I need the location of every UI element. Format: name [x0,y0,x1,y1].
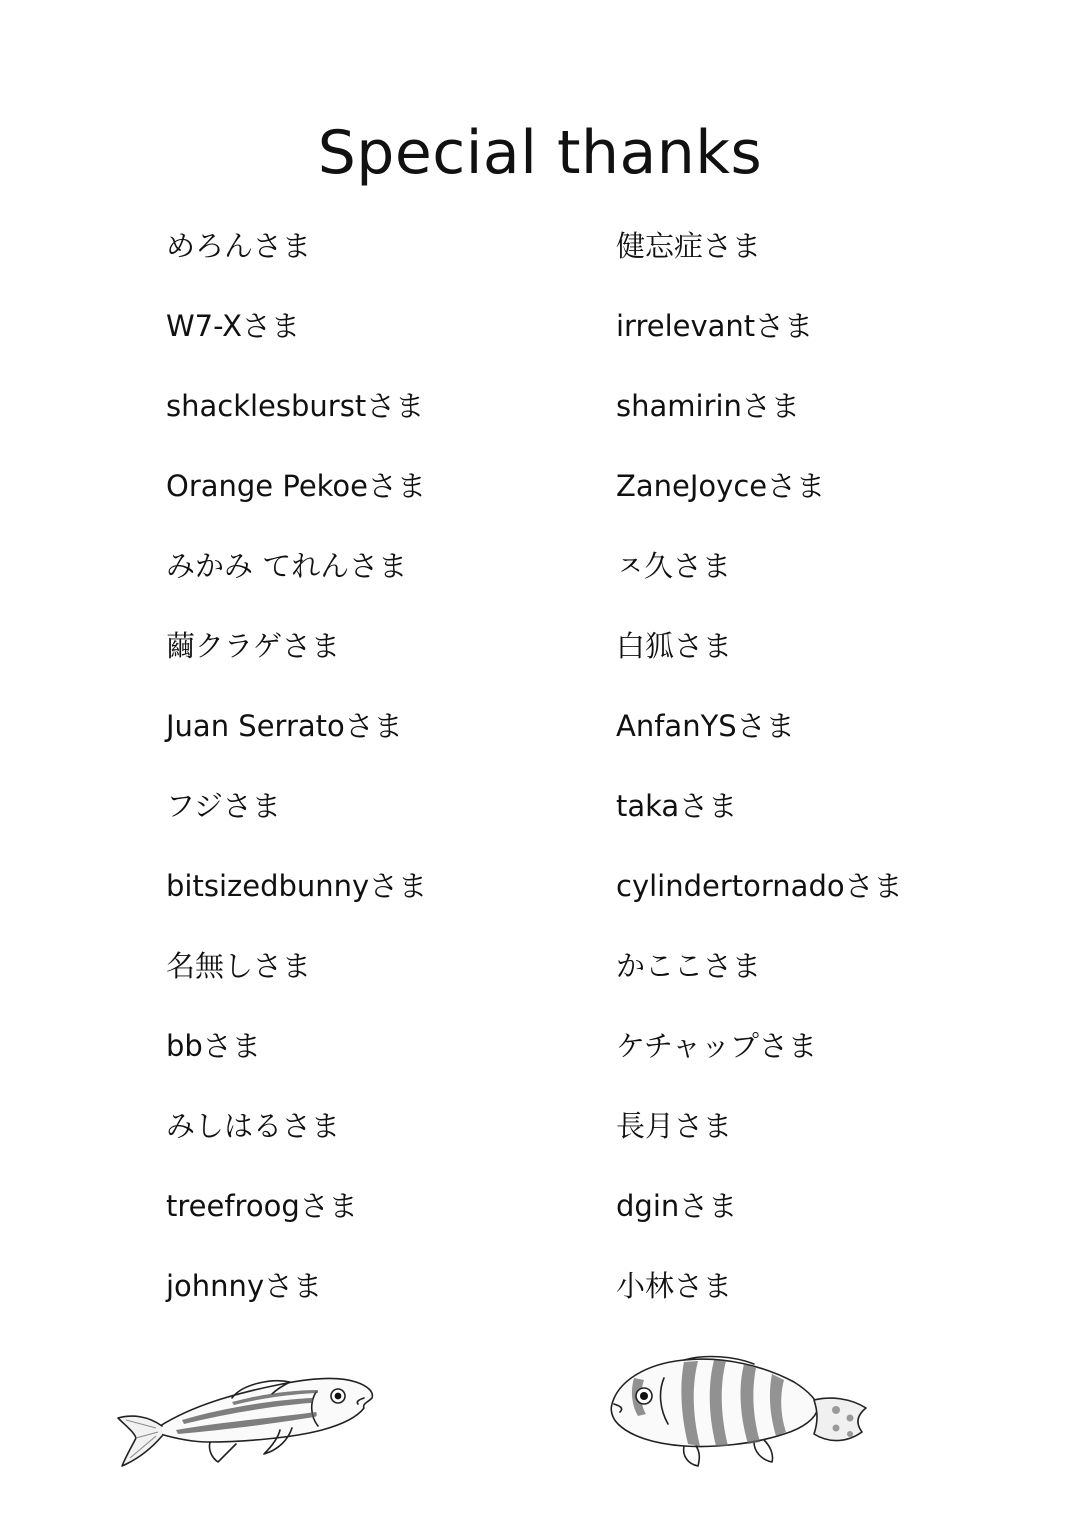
thanks-name: 白狐さま [616,629,733,663]
thanks-name: フジさま [166,789,281,823]
thanks-name: みかみ てれんさま [166,549,408,583]
thanks-name: dginさま [616,1189,738,1223]
thanks-name: AnfanYSさま [616,709,795,743]
thanks-name: ZaneJoyceさま [616,469,826,503]
striped-fish-illustration [112,1368,382,1478]
banded-fish-illustration [604,1352,874,1472]
thanks-list-left [166,224,427,1344]
thanks-name: 名無しさま [166,949,312,983]
thanks-name: ケチャップさま [616,1029,817,1063]
thanks-name: W7-Xさま [166,309,301,343]
thanks-name: みしはるさま [166,1109,341,1143]
thanks-name: johnnyさま [166,1269,323,1303]
thanks-name: takaさま [616,789,738,823]
thanks-name: 繭クラゲさま [166,629,341,663]
thanks-name: 長月さま [616,1109,733,1143]
thanks-name: irrelevantさま [616,309,814,343]
thanks-name: bbさま [166,1029,261,1063]
thanks-name: ㅈ久さま [616,549,732,583]
thanks-name: treefroogさま [166,1189,358,1223]
thanks-name: shamirinさま [616,389,800,423]
thanks-list-right [616,224,903,1344]
thanks-name: bitsizedbunnyさま [166,869,428,903]
thanks-name: shacklesburstさま [166,389,425,423]
thanks-name: 健忘症さま [616,229,762,263]
thanks-name: 小林さま [616,1269,733,1303]
thanks-name: Orange Pekoeさま [166,469,427,503]
page-title: Special thanks [317,118,763,189]
thanks-name: かここさま [616,949,762,983]
thanks-name: めろんさま [166,229,312,263]
thanks-name: Juan Serratoさま [166,709,403,743]
thanks-name: cylindertornadoさま [616,869,903,903]
